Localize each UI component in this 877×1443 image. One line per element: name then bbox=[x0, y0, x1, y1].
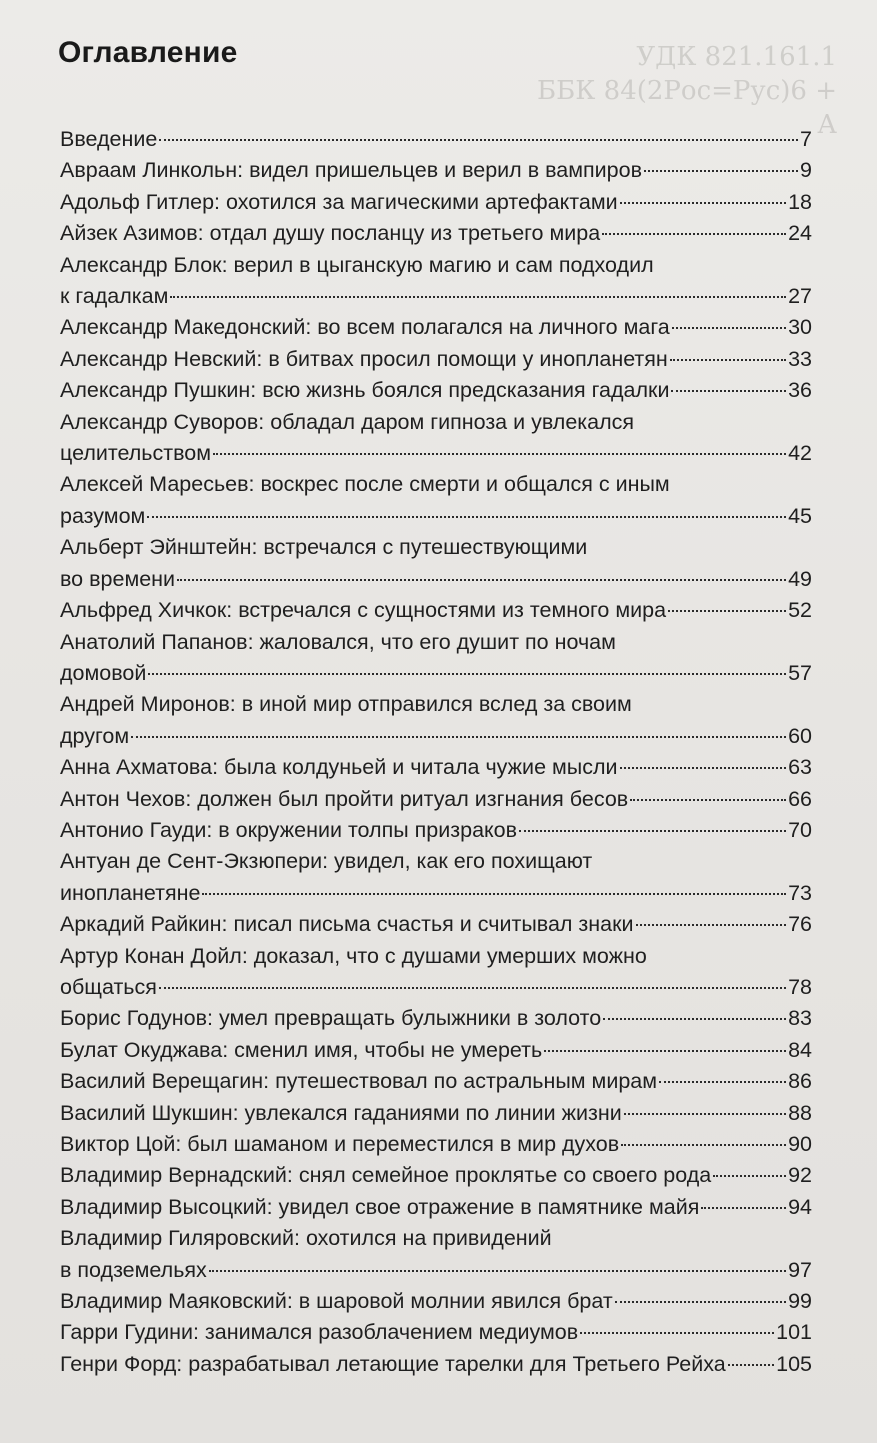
toc-entry[interactable] bbox=[60, 407, 812, 470]
toc-entry-line bbox=[60, 564, 812, 595]
toc-entry-title-line: Антуан де Сент-Экзюпери: увидел, как его похищают bbox=[60, 849, 593, 874]
toc-entry[interactable] bbox=[60, 689, 812, 752]
toc-entry[interactable] bbox=[60, 1098, 812, 1129]
toc-entry-title: Владимир Вернадский: снял семейное проклятье со своего рода bbox=[60, 1163, 712, 1188]
dot-leader bbox=[202, 893, 786, 895]
toc-page-number: 27 bbox=[788, 284, 812, 309]
dot-leader bbox=[603, 1018, 786, 1020]
toc-entry[interactable] bbox=[60, 752, 812, 783]
dot-leader bbox=[671, 390, 786, 392]
toc-entry-line bbox=[60, 312, 812, 343]
toc-page-number: 83 bbox=[788, 1006, 812, 1031]
toc-entry[interactable] bbox=[60, 1223, 812, 1286]
toc-page-number: 24 bbox=[788, 221, 812, 246]
toc-entry[interactable] bbox=[60, 187, 812, 218]
toc-page-number: 86 bbox=[788, 1069, 812, 1094]
toc-entry-line bbox=[60, 1066, 812, 1097]
toc-page-number: 90 bbox=[788, 1132, 812, 1156]
dot-leader bbox=[630, 799, 786, 801]
toc-entry-title: Антонио Гауди: в окружении толпы призраков bbox=[60, 817, 518, 842]
toc-entry-line bbox=[60, 721, 812, 752]
toc-entry[interactable] bbox=[60, 846, 812, 909]
toc-entry-line bbox=[60, 1035, 812, 1066]
dot-leader bbox=[131, 736, 786, 738]
toc-entry-title: Василий Шукшин: увлекался гаданиями по линии жизни bbox=[60, 1100, 622, 1125]
dot-leader bbox=[170, 296, 786, 298]
toc-entry[interactable] bbox=[60, 1066, 812, 1097]
toc-entry-title: домовой bbox=[60, 660, 147, 685]
toc-entry-line bbox=[60, 1098, 812, 1129]
toc-entry[interactable] bbox=[60, 1035, 812, 1066]
toc-entry-title: Владимир Маяковский: в шаровой молнии явился брат bbox=[60, 1289, 613, 1314]
dot-leader bbox=[621, 1144, 786, 1146]
toc-entry-title: Булат Окуджава: сменил имя, чтобы не умереть bbox=[60, 1037, 543, 1062]
dot-leader bbox=[544, 1050, 786, 1052]
toc-page-number: 63 bbox=[788, 755, 812, 780]
toc-entry-title-line: Альберт Эйнштейн: встречался с путешествующими bbox=[60, 535, 588, 560]
dot-leader bbox=[624, 1113, 786, 1115]
toc-entry[interactable] bbox=[60, 124, 812, 155]
toc-entry-title: другом bbox=[60, 723, 130, 748]
toc-entry-line bbox=[60, 972, 812, 1003]
toc-entry-title: во времени bbox=[60, 566, 176, 591]
toc-entry-line bbox=[60, 658, 812, 689]
toc-entry-line bbox=[60, 438, 812, 469]
toc-entry[interactable] bbox=[60, 155, 812, 186]
toc-entry-title: Авраам Линкольн: видел пришельцев и верил в вампиров bbox=[60, 158, 643, 183]
toc-page-number: 73 bbox=[788, 880, 812, 905]
toc-entry-line bbox=[60, 595, 812, 626]
toc-entry-title: инопланетяне bbox=[60, 880, 201, 905]
toc-page-number: 94 bbox=[788, 1194, 812, 1219]
toc-entry-title: Александр Македонский: во всем полагался на личного мага bbox=[60, 315, 670, 340]
toc-entry-title: Виктор Цой: был шаманом и переместился в мир духов bbox=[60, 1132, 620, 1156]
toc-entry-title: к гадалкам bbox=[60, 284, 169, 309]
toc-page-number: 84 bbox=[788, 1037, 812, 1062]
toc-entry-line bbox=[60, 1317, 812, 1348]
toc-page-number: 70 bbox=[788, 817, 812, 842]
toc-page-number: 76 bbox=[788, 912, 812, 937]
toc-entry-title: Альфред Хичкок: встречался с сущностями из темного мира bbox=[60, 598, 667, 623]
toc-entry[interactable] bbox=[60, 1003, 812, 1034]
toc-entry-line bbox=[60, 1286, 812, 1317]
toc-entry[interactable] bbox=[60, 250, 812, 313]
dot-leader bbox=[670, 359, 786, 361]
dot-leader bbox=[580, 1332, 774, 1334]
toc-entry[interactable] bbox=[60, 344, 812, 375]
toc-entry-line bbox=[60, 878, 812, 909]
toc-entry-line bbox=[60, 501, 812, 532]
toc-entry-title: Александр Невский: в битвах просил помощи у инопланетян bbox=[60, 346, 668, 371]
toc-entry[interactable] bbox=[60, 532, 812, 595]
toc-entry-line bbox=[60, 815, 812, 846]
toc-entry-line bbox=[60, 909, 812, 940]
toc-entry[interactable] bbox=[60, 1129, 812, 1160]
toc-page-number: 105 bbox=[776, 1351, 812, 1376]
toc-page-number: 101 bbox=[776, 1320, 812, 1345]
toc-entry-title: Адольф Гитлер: охотился за магическими артефактами bbox=[60, 189, 618, 214]
toc-page-number: 78 bbox=[788, 974, 812, 999]
dot-leader bbox=[148, 673, 786, 675]
toc-entry[interactable] bbox=[60, 1286, 812, 1317]
toc-entry-title: разумом bbox=[60, 503, 146, 528]
toc-page-number: 60 bbox=[788, 723, 812, 748]
page-title: Оглавление bbox=[58, 36, 238, 69]
toc-page-number: 88 bbox=[788, 1100, 812, 1125]
toc-entry-title: Борис Годунов: умел превращать булыжники в золото bbox=[60, 1006, 602, 1031]
dot-leader bbox=[713, 1175, 786, 1177]
toc-entry[interactable] bbox=[60, 941, 812, 1004]
toc-page-number: 30 bbox=[788, 315, 812, 340]
ghost-line: ББК 84(2Рос=Рус)6 + bbox=[537, 76, 837, 106]
dot-leader bbox=[620, 202, 786, 204]
dot-leader bbox=[209, 1270, 786, 1272]
toc-entry-line bbox=[60, 344, 812, 375]
toc-entry-title-line: Алексей Маресьев: воскрес после смерти и общался с иным bbox=[60, 472, 670, 497]
toc-entry-title-line: Александр Блок: верил в цыганскую магию и сам подходил bbox=[60, 252, 654, 277]
toc-entry-line bbox=[60, 1003, 812, 1034]
toc-entry[interactable] bbox=[60, 1160, 812, 1191]
toc-entry-title: Антон Чехов: должен был пройти ритуал изгнания бесов bbox=[60, 786, 629, 811]
toc-page-number: 49 bbox=[788, 566, 812, 591]
toc-entry-line bbox=[60, 1255, 812, 1286]
dot-leader bbox=[519, 830, 786, 832]
toc-entry-line bbox=[60, 218, 812, 249]
toc-entry-line bbox=[60, 187, 812, 218]
toc-page-number: 33 bbox=[788, 346, 812, 371]
toc-page-number: 18 bbox=[788, 189, 812, 214]
toc-entry[interactable] bbox=[60, 1192, 812, 1223]
toc-page-number: 99 bbox=[788, 1289, 812, 1314]
toc-entry[interactable] bbox=[60, 469, 812, 532]
toc-entry-line bbox=[60, 124, 812, 155]
toc-entry-line bbox=[60, 1160, 812, 1191]
toc-page-number: 45 bbox=[788, 503, 812, 528]
toc-entry[interactable] bbox=[60, 312, 812, 343]
dot-leader bbox=[672, 327, 786, 329]
ghost-line: А bbox=[817, 110, 837, 140]
toc-entry[interactable] bbox=[60, 218, 812, 249]
dot-leader bbox=[659, 1081, 786, 1083]
dot-leader bbox=[701, 1207, 786, 1209]
toc-entry-title: Василий Верещагин: путешествовал по астральным мирам bbox=[60, 1069, 658, 1094]
dot-leader bbox=[620, 767, 787, 769]
toc-entry-title: Аркадий Райкин: писал письма счастья и считывал знаки bbox=[60, 912, 634, 937]
toc-entry-line bbox=[60, 1129, 812, 1160]
ghost-line: УДК 821.161.1 bbox=[636, 42, 837, 72]
toc-page-number: 66 bbox=[788, 786, 812, 811]
toc-entry-title-line: Артур Конан Дойл: доказал, что с душами умерших можно bbox=[60, 943, 647, 968]
dot-leader bbox=[615, 1301, 786, 1303]
toc-page-number: 97 bbox=[788, 1257, 812, 1282]
dot-leader bbox=[636, 924, 787, 926]
dot-leader bbox=[213, 453, 786, 455]
toc-page-number: 42 bbox=[788, 441, 812, 466]
toc-entry-line bbox=[60, 155, 812, 186]
toc-entry[interactable] bbox=[60, 1317, 812, 1348]
toc-page-number: 52 bbox=[788, 598, 812, 623]
toc-entry[interactable] bbox=[60, 784, 812, 815]
toc-entry[interactable] bbox=[60, 815, 812, 846]
toc-page-number: 57 bbox=[788, 660, 812, 685]
toc-entry[interactable] bbox=[60, 627, 812, 690]
dot-leader bbox=[177, 579, 786, 581]
toc-entry[interactable] bbox=[60, 375, 812, 406]
dot-leader bbox=[644, 170, 798, 172]
toc-entry-title: Владимир Высоцкий: увидел свое отражение в памятнике майя bbox=[60, 1194, 700, 1219]
dot-leader bbox=[147, 516, 786, 518]
toc-entry-title: Генри Форд: разрабатывал летающие тарелки для Третьего Рейха bbox=[60, 1351, 726, 1376]
dot-leader bbox=[728, 1364, 774, 1366]
toc-entry[interactable] bbox=[60, 909, 812, 940]
dot-leader bbox=[159, 987, 786, 989]
toc-entry[interactable] bbox=[60, 595, 812, 626]
table-of-contents bbox=[60, 124, 812, 1380]
toc-entry-title: Гарри Гудини: занимался разоблачением медиумов bbox=[60, 1320, 579, 1345]
toc-entry[interactable] bbox=[60, 1349, 812, 1380]
toc-page-number: 92 bbox=[788, 1163, 812, 1188]
toc-entry-title: общаться bbox=[60, 974, 157, 999]
toc-entry-title: Александр Пушкин: всю жизнь боялся предсказания гадалки bbox=[60, 378, 670, 403]
toc-entry-title: Айзек Азимов: отдал душу посланцу из третьего мира bbox=[60, 221, 601, 246]
toc-entry-line bbox=[60, 1349, 812, 1380]
dot-leader bbox=[602, 233, 786, 235]
dot-leader bbox=[668, 610, 786, 612]
toc-entry-line bbox=[60, 1192, 812, 1223]
toc-entry-title: в подземельях bbox=[60, 1257, 207, 1282]
toc-entry-title-line: Анатолий Папанов: жаловался, что его душит по ночам bbox=[60, 629, 616, 654]
toc-entry-title: Анна Ахматова: была колдуньей и читала чужие мысли bbox=[60, 755, 618, 780]
toc-entry-line bbox=[60, 375, 812, 406]
toc-page-number: 9 bbox=[800, 158, 812, 183]
toc-entry-title-line: Андрей Миронов: в иной мир отправился вслед за своим bbox=[60, 692, 632, 717]
dot-leader bbox=[159, 139, 798, 141]
toc-entry-line bbox=[60, 752, 812, 783]
toc-page-number: 7 bbox=[800, 127, 812, 151]
toc-entry-title-line: Александр Суворов: обладал даром гипноза и увлекался bbox=[60, 409, 635, 434]
toc-entry-title: целительством bbox=[60, 441, 211, 466]
toc-page-number: 36 bbox=[788, 378, 812, 403]
toc-entry-line bbox=[60, 281, 812, 312]
toc-entry-title: Введение bbox=[60, 127, 158, 151]
toc-entry-title-line: Владимир Гиляровский: охотился на привидений bbox=[60, 1226, 552, 1251]
toc-entry-line bbox=[60, 784, 812, 815]
